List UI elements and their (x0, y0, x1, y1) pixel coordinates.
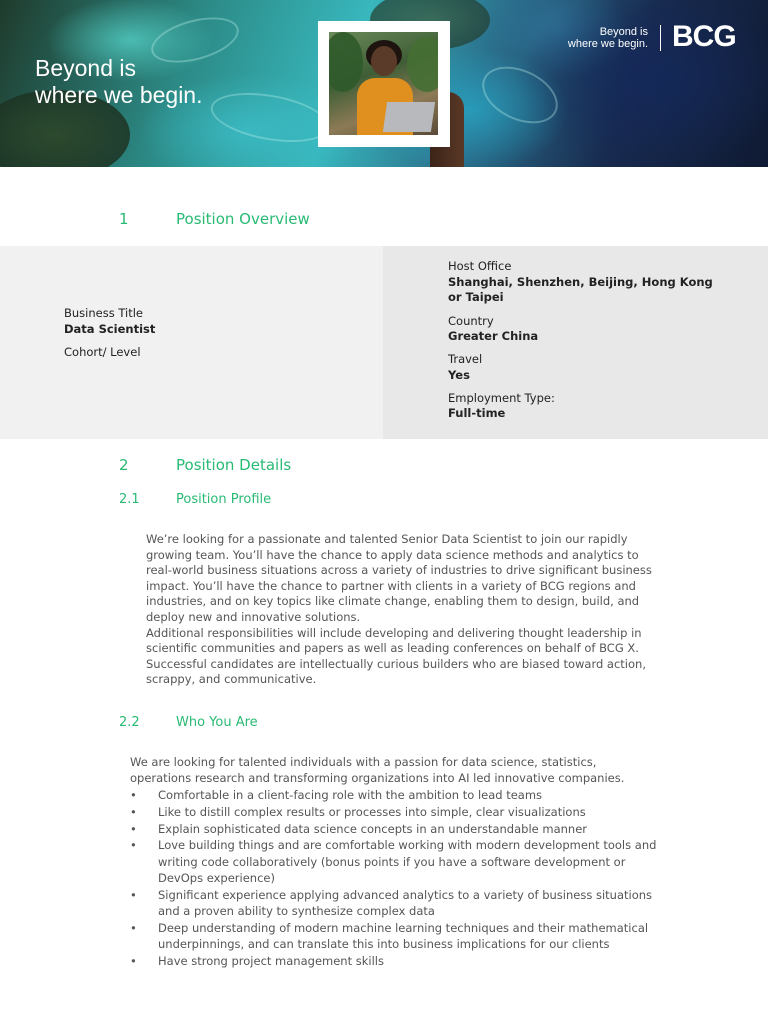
employment-type-label: Employment Type: (448, 391, 555, 405)
bullet-icon: • (130, 953, 137, 968)
travel-label: Travel (448, 352, 483, 366)
list-item (130, 837, 660, 886)
water-swirl (207, 85, 333, 150)
intro-line: operations research and transforming organizations into AI led innovative companies. (130, 770, 625, 785)
profile-line: growing team. You’ll have the chance to apply data science methods and analytics to (146, 547, 639, 562)
position-profile-paragraph (146, 532, 666, 688)
section2-number: 2 (119, 456, 129, 474)
profile-line: scrappy, and communicative. (146, 672, 317, 687)
photo-frame (318, 21, 450, 147)
subsection22-title: Who You Are (176, 715, 258, 730)
section2-title: Position Details (176, 456, 292, 474)
who-you-are-intro (130, 755, 670, 786)
list-item (130, 821, 660, 837)
profile-line: impact. You’ll have the chance to partner with clients in a variety of BCG regions and (146, 578, 636, 593)
profile-line: Successful candidates are intellectually curious builders who are biased toward action, (146, 656, 646, 671)
intro-line: We are looking for talented individuals with a passion for data science, statistics, (130, 755, 597, 769)
hero-tagline-line2: where we begin. (35, 82, 203, 108)
bullet-icon: • (130, 788, 137, 802)
bcg-tagline-line2: where we begin. (567, 38, 648, 50)
woman-with-laptop-photo (329, 32, 438, 135)
subsection21-number: 2.1 (119, 492, 140, 507)
bullet-icon: • (130, 821, 137, 836)
cohort-label: Cohort/ Level (64, 345, 141, 359)
list-item (130, 920, 660, 952)
host-office-value-line2: or Taipei (448, 290, 504, 304)
list-item (130, 887, 660, 919)
list-item-text: Have strong project management skills (158, 953, 384, 968)
person-head (371, 46, 397, 76)
country-label: Country (448, 314, 494, 328)
list-item-text: Like to distill complex results or processes into simple, clear visualizations (158, 804, 586, 819)
list-item-text: Significant experience applying advanced analytics to a variety of business situations and a proven ability to synthesize complex data (158, 887, 653, 918)
logo-divider (660, 25, 661, 51)
list-item (130, 953, 660, 969)
section1-title: Position Overview (176, 210, 310, 228)
bullet-icon: • (130, 804, 137, 819)
profile-line: real-world business situations across a variety of industries to drive significant business (146, 563, 652, 578)
profile-line: deploy new and innovative solutions. (146, 609, 361, 624)
subsection22-number: 2.2 (119, 715, 140, 730)
employment-type-value: Full-time (448, 406, 506, 420)
qualifications-list (130, 787, 660, 969)
profile-line: scientific communities and papers as well as leading conferences on behalf of BCG X. (146, 641, 639, 656)
profile-line: industries, and on key topics like climate change, enabling them to design, build, and (146, 594, 640, 609)
overview-left-panel (0, 246, 383, 439)
profile-line: We’re looking for a passionate and talented Senior Data Scientist to join our rapidly (146, 532, 628, 546)
bcg-tagline (562, 26, 648, 50)
bullet-icon: • (130, 838, 137, 853)
subsection21-title: Position Profile (176, 492, 272, 507)
bcg-logo: BCG (672, 20, 736, 53)
list-item (130, 787, 660, 803)
profile-line: Additional responsibilities will include developing and delivering thought leadership in (146, 625, 642, 640)
water-swirl (473, 55, 567, 134)
bullet-icon: • (130, 887, 137, 902)
list-item-text: Comfortable in a client-facing role with the ambition to lead teams (158, 788, 543, 802)
country-value: Greater China (448, 329, 539, 343)
plant (407, 37, 438, 92)
laptop (383, 102, 435, 132)
bcg-tagline-line1: Beyond is (599, 26, 648, 38)
business-title-value: Data Scientist (64, 322, 156, 336)
bullet-icon: • (130, 920, 137, 935)
travel-value: Yes (448, 368, 470, 382)
plant (329, 32, 363, 92)
business-title-label: Business Title (64, 306, 144, 320)
list-item-text: Deep understanding of modern machine learning techniques and their mathematical underpinnings, and can translate this into business implications for our clients (158, 920, 649, 951)
list-item-text: Love building things and are comfortable working with modern development tools and writing code collaboratively (bonus points if you have a software development or DevOps experience) (158, 838, 657, 885)
hero-tagline (35, 55, 203, 109)
hero-tagline-line1: Beyond is (35, 55, 137, 81)
host-office-value-line1: Shanghai, Shenzhen, Beijing, Hong Kong (448, 275, 713, 289)
section1-number: 1 (119, 210, 129, 228)
host-office-label: Host Office (448, 259, 512, 273)
hero-banner (0, 0, 768, 167)
list-item-text: Explain sophisticated data science concepts in an understandable manner (158, 821, 588, 836)
list-item (130, 804, 660, 820)
